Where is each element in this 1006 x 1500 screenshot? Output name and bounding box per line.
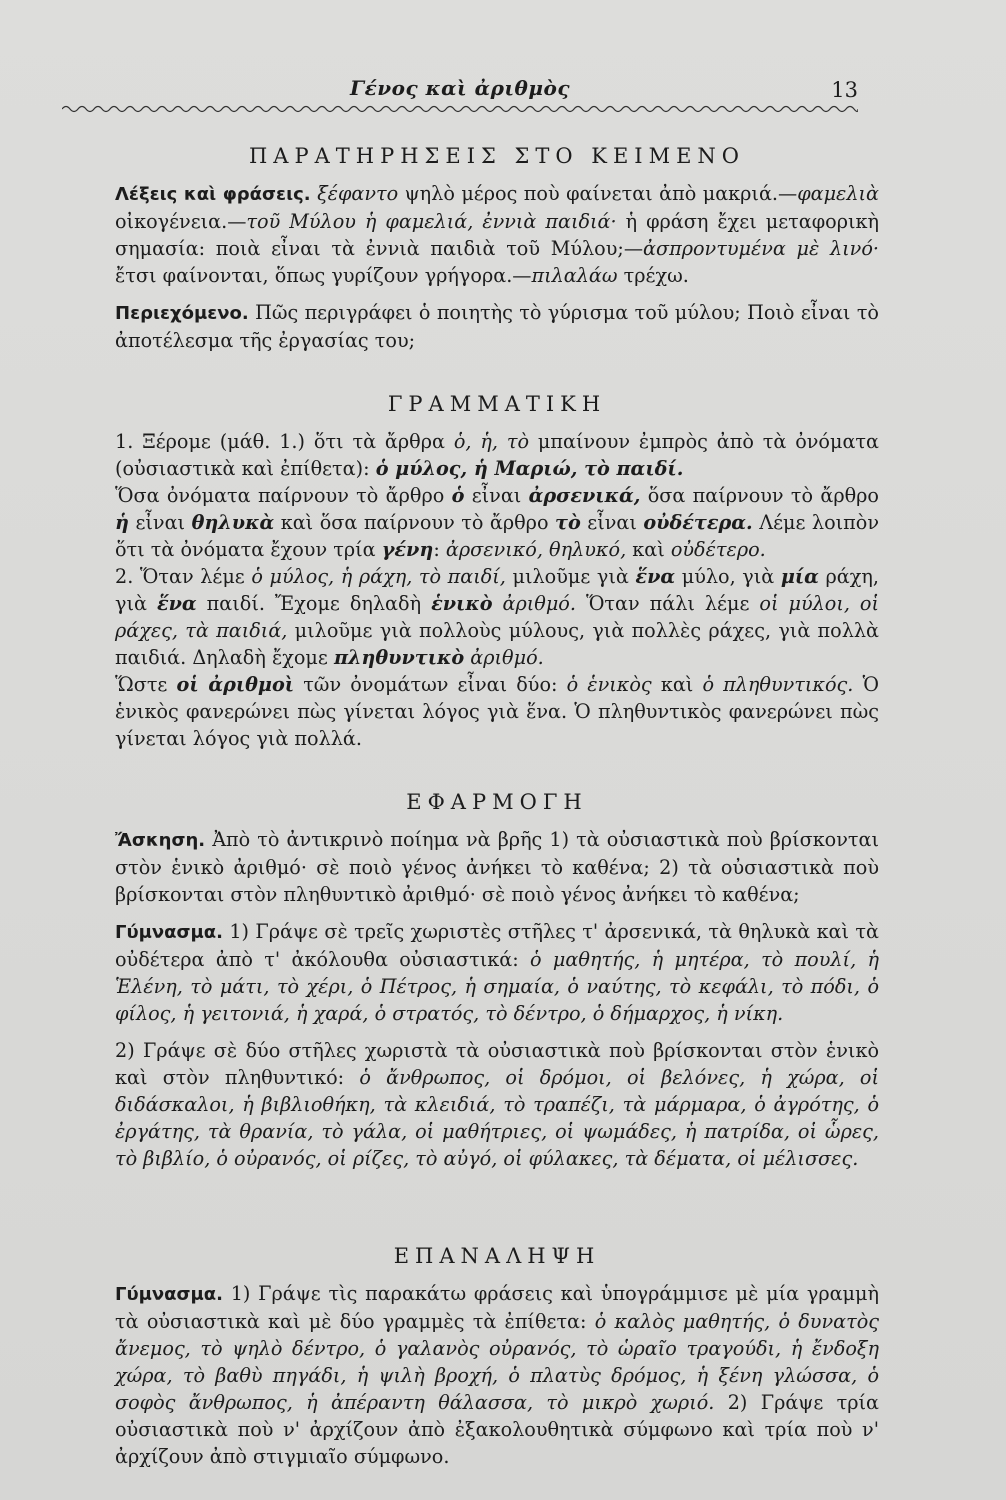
content-paragraph: Περιεχόμενο. Πῶς περιγράφει ὁ ποιητὴς τὸ γύρισμα τοῦ μύλου; Ποιὸ εἶναι τὸ ἀποτέλεσμα τῆς ἐργασίας του; bbox=[115, 301, 879, 352]
page-number: 13 bbox=[831, 78, 858, 102]
gym-label: Γύμνασμα. bbox=[115, 922, 223, 943]
running-title: Γένος καὶ ἀριθμὸς bbox=[349, 76, 571, 100]
words-paragraph: Λέξεις καὶ φράσεις. ξέφαντο ψηλὸ μέρος ποὺ φαίνεται ἀπὸ μακριά.—φαμελιὰ οἰκογένεια.—τοῦ Μύλου ἡ φαμελιά, ἐννιὰ παιδιά· ἡ φράση ἔχει μεταφορικὴ σημασία: ποιὰ εἶναι τὰ ἐννιὰ παιδιὰ τοῦ Μύλου;—ἀσπροντυμένα μὲ λινό· ἔτσι φαίνονται, ὅπως γυρίζουν γρήγορα.—πιλαλάω τρέχω. bbox=[115, 182, 879, 287]
section-title-observations: ΠΑΡΑΤΗΡΗΣΕΙΣ ΣΤΟ ΚΕΙΜΕΝΟ bbox=[248, 144, 746, 168]
section-title-review: ΕΠΑΝΑΛΗΨΗ bbox=[393, 1244, 601, 1268]
page-body bbox=[115, 142, 879, 1470]
page-header bbox=[62, 76, 858, 116]
section-title-grammar: ΓΡΑΜΜΑΤΙΚΗ bbox=[387, 392, 607, 416]
grammar-paragraph-1: 1. Ξέρομε (μάθ. 1.) ὅτι τὰ ἄρθρα ὁ, ἡ, τὸ μπαίνουν ἐμπρὸς ἀπὸ τὰ ὀνόματα (οὐσιαστικὰ καὶ ἐπίθετα): ὁ μύλος, ἡ Μαριώ, τὸ παιδί. bbox=[115, 430, 879, 480]
content-label: Περιεχόμενο. bbox=[115, 303, 249, 324]
review-gym: Γύμνασμα. 1) Γράψε τὶς παρακάτω φράσεις καὶ ὑπογράμμισε μὲ μία γραμμὴ τὰ οὐσιαστικὰ καὶ μὲ δύο γραμμὲς τὰ ἐπίθετα: ὁ καλὸς μαθητής, ὁ δυνατὸς ἄνεμος, τὸ ψηλὸ δέντρο, ὁ γαλανὸς οὐρανός, τὸ ὡραῖο τραγούδι, ἡ ἔνδοξη χώρα, τὸ βαθὺ πηγάδι, ἡ ψιλὴ βροχή, ὁ πλατὺς δρόμος, ἡ ξένη γλώσσα, ὁ σοφὸς ἄνθρωπος, ἡ ἀπέραντη θάλασσα, τὸ μικρὸ χωριό. 2) Γράψε τρία οὐσιαστικὰ ποὺ ν' ἀρχίζουν ἀπὸ ἐξακολουθητικὰ σύμφωνο καὶ τρία ποὺ ν' ἀρχίζουν ἀπὸ στιγμιαῖο σύμφωνο. bbox=[115, 1282, 879, 1468]
wavy-rule bbox=[62, 104, 858, 114]
grammar-paragraph-3: 2. Ὅταν λέμε ὁ μύλος, ἡ ράχη, τὸ παιδί, μιλοῦμε γιὰ ἕνα μύλο, γιὰ μία ράχη, γιὰ ἕνα παιδί. Ἔχομε δηλαδὴ ἑνικὸ ἀριθμό. Ὅταν πάλι λέμε οἱ μύλοι, οἱ ράχες, τὰ παιδιά, μιλοῦμε γιὰ πολλοὺς μύλους, γιὰ πολλὲς ράχες, γιὰ πολλὰ παιδιά. Δηλαδὴ ἔχομε πληθυντικὸ ἀριθμό. bbox=[115, 565, 880, 669]
review-gym-label: Γύμνασμα. bbox=[115, 1284, 223, 1305]
application-gym-1: Γύμνασμα. 1) Γράψε σὲ τρεῖς χωριστὲς στῆλες τ' ἀρσενικά, τὰ θηλυκὰ καὶ τὰ οὐδέτερα ἀπὸ τ' ἀκόλουθα οὐσιαστικά: ὁ μαθητής, ἡ μητέρα, τὸ πουλί, ἡ Ἑλένη, τὸ μάτι, τὸ χέρι, ὁ Πέτρος, ἡ σημαία, ὁ ναύτης, τὸ κεφάλι, τὸ πόδι, ὁ φίλος, ἡ γειτονιά, ἡ χαρά, ὁ στρατός, τὸ δέντρο, ὁ δήμαρχος, ἡ νίκη. bbox=[115, 920, 880, 1025]
words-label: Λέξεις καὶ φράσεις. bbox=[115, 184, 311, 205]
exercise-paragraph: Ἄσκηση. Ἀπὸ τὸ ἀντικρινὸ ποίημα νὰ βρῆς 1) τὰ οὐσιαστικὰ ποὺ βρίσκονται στὸν ἑνικὸ ἀριθμό· σὲ ποιὸ γένος ἀνήκει τὸ καθένα; 2) τὰ οὐσιαστικὰ ποὺ βρίσκονται στὸν πληθυντικὸ ἀριθμό· σὲ ποιὸ γένος ἀνήκει τὸ καθένα; bbox=[115, 828, 879, 906]
exercise-label: Ἄσκηση. bbox=[115, 830, 206, 851]
application-gym-2: 2) Γράψε σὲ δύο στῆλες χωριστὰ τὰ οὐσιαστικὰ ποὺ βρίσκονται στὸν ἑνικὸ καὶ στὸν πληθυντικό: ὁ ἄνθρωπος, οἱ δρόμοι, οἱ βελόνες, ἡ χώρα, οἱ διδάσκαλοι, ἡ βιβλιοθήκη, τὰ κλειδιά, τὸ τραπέζι, τὰ μάρμαρα, ὁ ἀγρότης, ὁ ἐργάτης, τὰ θρανία, τὸ γάλα, οἱ μαθήτριες, οἱ ψωμάδες, ἡ πατρίδα, οἱ ὧρες, τὸ βιβλίο, ὁ οὐρανός, οἱ ρίζες, τὸ αὐγό, οἱ φύλακες, τὰ δέματα, οἱ μέλισσες. bbox=[115, 1039, 879, 1170]
section-title-application: ΕΦΑΡΜΟΓΗ bbox=[406, 790, 588, 814]
grammar-paragraph-2: Ὅσα ὀνόματα παίρνουν τὸ ἄρθρο ὁ εἶναι ἀρσενικά, ὅσα παίρνουν τὸ ἄρθρο ἡ εἶναι θηλυκὰ καὶ ὅσα παίρνουν τὸ ἄρθρο τὸ εἶναι οὐδέτερα. Λέμε λοιπὸν ὅτι τὰ ὀνόματα ἔχουν τρία γένη: ἀρσενικό, θηλυκό, καὶ οὐδέτερο. bbox=[115, 484, 879, 561]
grammar-paragraph-4: Ὥστε οἱ ἀριθμοὶ τῶν ὀνομάτων εἶναι δύο: ὁ ἑνικὸς καὶ ὁ πληθυντικός. Ὁ ἑνικὸς φανερώνει πὼς γίνεται λόγος γιὰ ἕνα. Ὁ πληθυντικὸς φανερώνει πὼς γίνεται λόγος γιὰ πολλά. bbox=[115, 673, 880, 750]
